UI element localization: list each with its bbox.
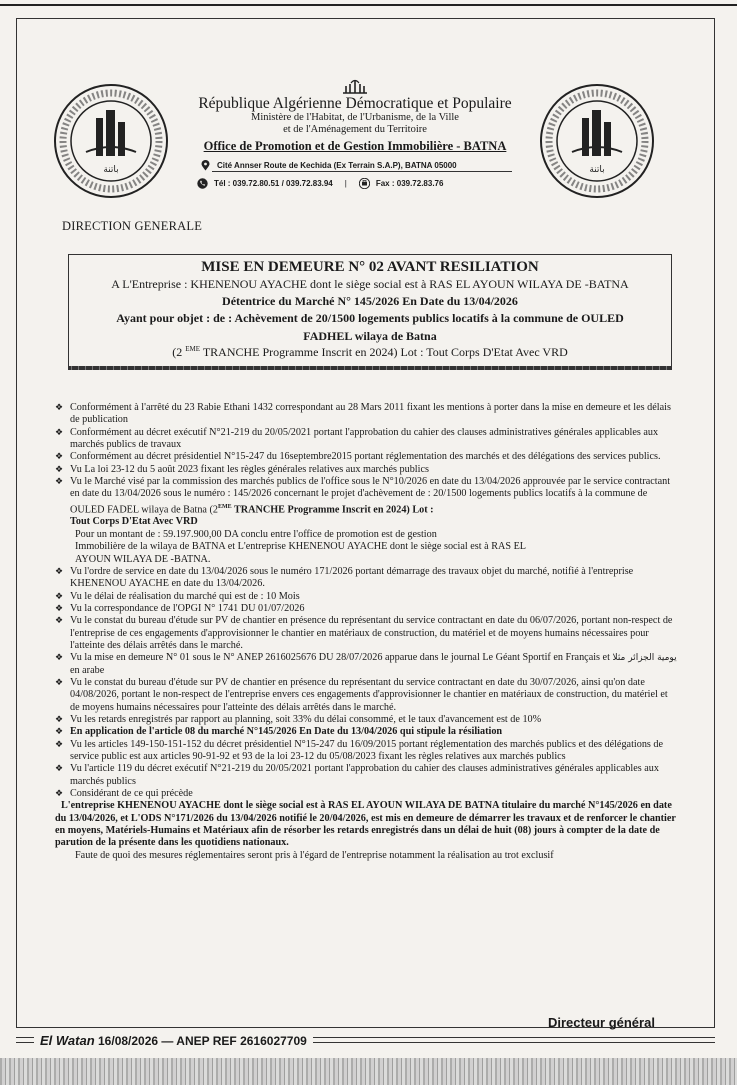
list-item: ❖ Vu le constat du bureau d'étude sur PV de chantier en présence du représentant du service contractant en date du 30/07/2026, ainsi qu'on date 04/08/2026, portant le non-respect de l'entreprise envers ces engagements d'approvisionner le chantier en matériaux de construction, du matériel et de moyens humains nécessaires pour l'atteinte des délais arrêtés dans le marché. [55,676,668,713]
list-item: ❖ Conformément à l'arrêté du 23 Rabie Ethani 1432 correspondant au 28 Mars 2011 fixant les mentions à porter dans la mise en demeure et les délais de publication [55,402,671,426]
bullet-icon: ❖ [55,616,64,627]
fax-icon [359,178,370,189]
list-item: ❖ Vu les articles 149-150-151-152 du décret présidentiel N°15-247 du 16/09/2015 portant réglementation des marchés publics et des délégations de service public est aux articles 90-91-92 et 93 de la loi 23-12 du 05/08/2023 fixant les règles relatives aux marchés publics [55,738,664,763]
emblem-icon [340,78,370,94]
top-rule [0,4,737,6]
list-item: ❖ Conformément au décret exécutif N°21-219 du 20/05/2021 portant l'approbation du cahier des clauses administratives générales applicables aux marchés publics de travaux [55,426,659,451]
list-item-continuation: AYOUN WILAYA DE -BATNA. [75,553,211,565]
svg-text:باتنة: باتنة [103,165,119,175]
list-item: ❖ Vu l'ordre de service en date du 13/04/2026 sous le numéro 171/2026 portant démarrage des travaux objet du marché, notifié à l'entreprise KHENENOU AYACHE en date du 13/04/2026. [55,565,634,590]
bullet-icon: ❖ [55,452,64,463]
bullet-icon: ❖ [55,677,64,688]
office-name: Office de Promotion et de Gestion Immobilière - BATNA [203,139,507,153]
direction-label: DIRECTION GENERALE [62,219,203,233]
notice-tranche [69,345,671,360]
scan-edge [0,1058,737,1085]
list-item: ❖ Conformément au décret présidentiel N°15-247 du 16septembre2015 portant réglementation des marchés et des délégations des services publics. [55,451,661,463]
separator: | [344,179,347,188]
conclusion-paragraph: L'entreprise KHENENOU AYACHE dont le siège social est à RAS EL AYOUN WILAYA DE BATNA titulaire du marché N°145/2026 en date du 13/04/2026, et L'ODS N°171/2026 du 13/04/2026 notifié le 20/04/2026, est mis en demeure de démarrer les travaux et de renforcer le chantier en moyens, Matériels-Humains et Matériaux afin de résorber les retards enregistrés dans un délai de huit (08) jours à compter de la date de parution de la présente dans les quotidiens nationaux. [55,800,676,849]
bullet-icon: ❖ [55,764,64,775]
bullet-icon: ❖ [55,653,64,664]
list-item: ❖ Vu le délai de réalisation du marché qui est de : 10 Mois [55,590,300,602]
bullet-icon: ❖ [55,739,64,750]
title-box-bottom-rule [68,366,672,370]
bullet-icon: ❖ [55,603,64,614]
title-box [68,254,672,368]
bullet-icon: ❖ [55,566,64,577]
notice-contract: Détentrice du Marché N° 145/2026 En Date du 13/04/2026 [222,294,518,308]
seal-icon [52,82,170,200]
list-item-continuation: Immobilière de la wilaya de BATNA et L'entreprise KHENENOU AYACHE dont le siège social est à RAS EL [75,541,527,553]
letterhead [165,78,545,154]
svg-text:باتنة: باتنة [589,165,605,175]
bullet-icon: ❖ [55,727,64,738]
bullet-icon: ❖ [55,403,64,413]
tel-text: Tél : 039.72.80.51 / 039.72.83.94 [214,179,333,188]
footer-text [40,1033,307,1048]
footer [16,1029,715,1051]
phone-icon [197,178,208,189]
seal-icon [538,82,656,200]
notice-object: Ayant pour objet : de : Achèvement de 20/1500 logements publics locatifs à la commune de OULED [116,311,624,325]
tranche-sup: EME [185,345,201,353]
bullet-icon: ❖ [55,427,64,438]
bullet-icon: ❖ [55,591,64,602]
footer-rule-right [313,1037,715,1043]
bullet-icon: ❖ [55,464,64,475]
signature: Directeur général [548,1015,655,1030]
list-item-continuation: Pour un montant de : 59.197.900,00 DA conclu entre l'office de promotion est de gestion [75,528,437,540]
notice-body [55,402,679,862]
bullet-icon: ❖ [55,714,64,725]
final-paragraph: Faute de quoi des mesures réglementaires seront pris à l'égard de l'entreprise notamment la réalisation au trot exclusif [75,849,554,861]
list-item: ❖ Vu les retards enregistrés par rapport au planning, soit 33% du délai consommé, et le taux d'avancement est de 10% [55,713,542,725]
tranche-prefix: (2 [172,345,183,359]
list-item: ❖ En application de l'article 08 du marché N°145/2026 En Date du 13/04/2026 qui stipule la résiliation [55,726,503,738]
newspaper-name: El Watan [40,1032,95,1048]
notice-title: MISE EN DEMEURE N° 02 AVANT RESILIATION [201,259,539,275]
ministry-line-1: Ministère de l'Habitat, de l'Urbanisme, de la Ville [251,112,459,123]
footer-rule-left [16,1037,34,1043]
republic-name: République Algérienne Démocratique et Populaire [198,95,512,112]
address-text: Cité Annser Route de Kechida (Ex Terrain S.A.P), BATNA 05000 [217,161,457,170]
anep-reference: 16/08/2026 — ANEP REF 2616027709 [94,1033,307,1048]
list-item: ❖ Vu la mise en demeure N° 01 sous le N° ANEP 2616025676 DU 28/07/2026 apparue dans le journal Le Géant Sportif en Français et يومية الجزائر مثلا en arabe [55,652,677,676]
address-line [200,160,457,171]
tranche-rest: TRANCHE Programme Inscrit en 2024) Lot : Tout Corps D'Etat Avec VRD [202,345,568,359]
list-item: ❖ Vu La loi 23-12 du 5 août 2023 fixant les règles générales relatives aux marchés publics [55,463,429,475]
list-item: ❖ Vu le Marché visé par la commission des marchés publics de l'office sous le N°10/2026 en date du 13/04/2026 approuvée par le service contractant en date du 13/04/2026 sous le numéro : 145/2026 concernant le projet d'achèvement de : 20/1500 logements publics locatifs à la commune de OULED FADEL wilaya de Batna (2EME TRANCHE Programme Inscrit en 2024) Lot : Tout Corps D'Etat Avec VRD [55,476,671,528]
ministry-line-2: et de l'Aménagement du Territoire [283,124,427,135]
notice-object-cont: FADHEL wilaya de Batna [303,329,437,343]
bullet-icon: ❖ [55,789,64,800]
list-item: ❖ Considérant de ce qui précède [55,788,193,800]
tel-fax-line [197,178,443,189]
bullet-icon: ❖ [55,477,64,488]
location-pin-icon [200,160,211,171]
list-item: ❖ Vu le constat du bureau d'étude sur PV de chantier en présence du représentant du service contractant en date du 06/07/2026, portant non-respect de l'entreprise de ces engagements d'approvisionner le chantier en matériaux de construction, du matériel et de moyens humains nécessaires pour l'atteinte des délais arrêtés dans le marché. [55,615,673,651]
list-item: ❖ Vu la correspondance de l'OPGI N° 1741 DU 01/07/2026 [55,602,305,614]
notice-recipient: A L'Entreprise : KHENENOU AYACHE dont le siège social est à RAS EL AYOUN WILAYA DE -BATNA [111,277,629,291]
fax-text: Fax : 039.72.83.76 [375,179,444,188]
list-item: ❖ Vu l'article 119 du décret exécutif N°21-219 du 20/05/2021 portant l'approbation du cahier des clauses administratives générales applicables aux marchés publics [55,763,659,787]
header-underline [212,171,512,172]
